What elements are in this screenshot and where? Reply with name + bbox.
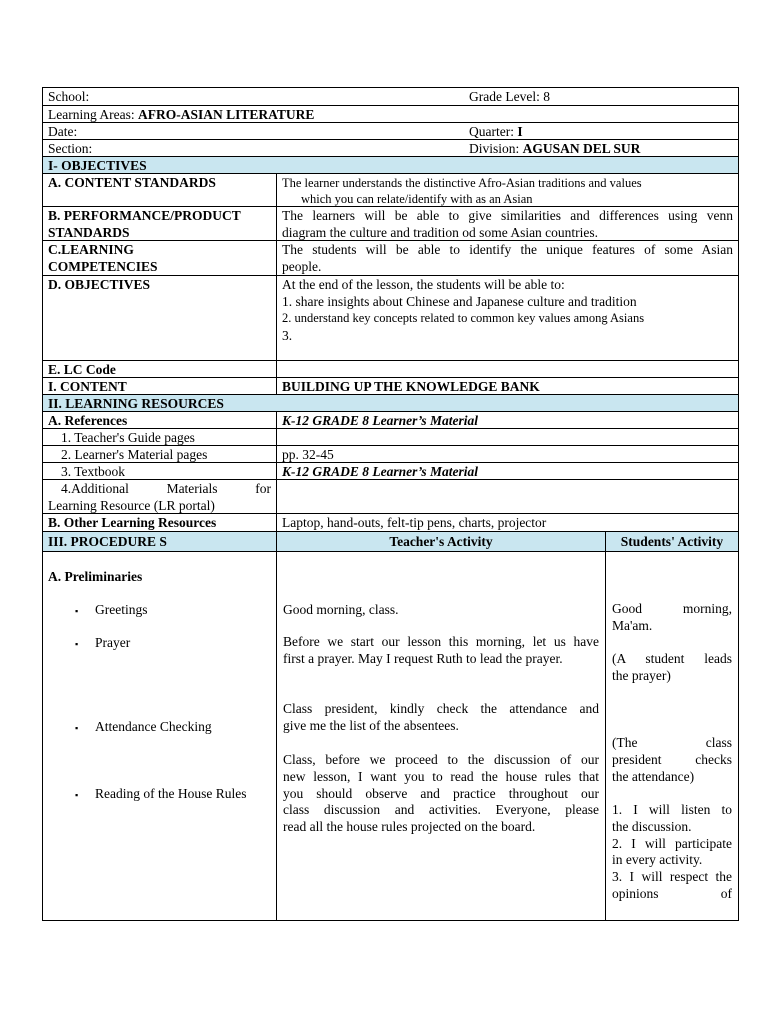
other-resources-value: Laptop, hand-outs, felt-tip pens, charts, projector <box>282 515 547 530</box>
quarter-label: Quarter: <box>469 124 514 139</box>
content-standards-label: A. CONTENT STANDARDS <box>43 174 277 206</box>
objective-item: 3. <box>282 328 293 343</box>
learners-material-label: 2. Learner's Material pages <box>43 446 277 462</box>
lesson-plan-table <box>42 87 739 921</box>
learning-resources-heading: II. LEARNING RESOURCES <box>48 396 224 411</box>
teacher-prayer: Before we start our lesson this morning, let us have first a prayer. May I request Ruth to lead the prayer. <box>283 634 599 666</box>
learning-competencies-row <box>43 241 738 276</box>
objectives-heading: I- OBJECTIVES <box>48 158 147 173</box>
learning-competencies-label: C.LEARNING COMPETENCIES <box>43 241 277 275</box>
preliminaries-label: A. Preliminaries <box>48 569 143 584</box>
students-activity-column <box>606 552 738 920</box>
teachers-guide-row <box>43 429 738 446</box>
school-row <box>43 88 738 106</box>
textbook-row <box>43 463 738 480</box>
student-attendance: (The class president checks the attendance) <box>612 735 732 784</box>
grade-label: Grade Level: <box>469 89 540 104</box>
textbook-label: 3. Textbook <box>43 463 277 479</box>
bullet-icon: ▪ <box>75 723 79 733</box>
objective-item: 2. understand key concepts related to common key values among Asians <box>282 311 645 325</box>
item-greetings: Greetings <box>95 602 148 617</box>
item-house-rules: Reading of the House Rules <box>95 786 247 801</box>
teacher-house-rules: Class, before we proceed to the discussion of our new lesson, I want you to read the house rules that you should observe and practice throughout our class discussion and activities. Everyone, please read all the house rules projected on the board. <box>283 752 599 835</box>
content-standards-text: The learner understands the distinctive Afro-Asian traditions and values which you can relate/identify with as an Asian <box>282 176 642 206</box>
grade-value: 8 <box>543 89 550 104</box>
lc-code-row <box>43 361 738 378</box>
student-house-rules: 1. I will listen to the discussion. 2. I will participate in every activity. 3. I will respect the opinions of <box>612 802 732 901</box>
bullet-icon: ▪ <box>75 790 79 800</box>
teacher-activity-header: Teacher's Activity <box>277 532 606 551</box>
division-value: AGUSAN DEL SUR <box>522 141 641 156</box>
content-label: I. CONTENT <box>43 378 277 394</box>
quarter-value: I <box>517 124 523 139</box>
school-label: School: <box>48 89 90 104</box>
performance-standards-row <box>43 207 738 241</box>
references-label: A. References <box>43 412 277 428</box>
teacher-greeting: Good morning, class. <box>283 602 399 617</box>
performance-standards-label: B. PERFORMANCE/PRODUCT STANDARDS <box>43 207 277 240</box>
teachers-guide-value <box>277 429 738 445</box>
teacher-activity-column <box>277 552 606 920</box>
references-row <box>43 412 738 429</box>
procedures-heading-row <box>43 532 738 552</box>
learners-material-row <box>43 446 738 463</box>
textbook-value: K-12 GRADE 8 Learner’s Material <box>282 464 479 479</box>
objectives-row <box>43 276 738 361</box>
performance-standards-text: The learners will be able to give similarities and differences using venn diagram the culture and tradition od some Asian countries. <box>282 208 733 240</box>
learning-competencies-text: The students will be able to identify the unique features of some Asian people. <box>282 242 733 274</box>
bullet-icon: ▪ <box>75 639 79 649</box>
section-label: Section: <box>48 141 93 156</box>
procedure-steps-column <box>43 552 277 920</box>
item-attendance: Attendance Checking <box>95 719 212 734</box>
student-greeting: Good morning, Ma'am. <box>612 601 732 633</box>
students-activity-header: Students' Activity <box>620 534 724 549</box>
additional-materials-row <box>43 480 738 514</box>
teachers-guide-label: 1. Teacher's Guide pages <box>43 429 277 445</box>
objective-item: 1. share insights about Chinese and Japanese culture and tradition <box>282 294 637 309</box>
references-value: K-12 GRADE 8 Learner’s Material <box>282 413 479 428</box>
division-label: Division: <box>469 141 520 156</box>
objectives-label: D. OBJECTIVES <box>43 276 277 360</box>
additional-materials-label: 4.Additional Materials for Learning Resource (LR portal) <box>43 480 277 513</box>
content-standards-row <box>43 174 738 207</box>
learning-areas-label: Learning Areas: <box>48 107 135 122</box>
date-row <box>43 123 738 140</box>
objectives-intro: At the end of the lesson, the students will be able to: <box>282 277 565 292</box>
content-row <box>43 378 738 395</box>
item-prayer: Prayer <box>95 635 131 650</box>
teacher-attendance: Class president, kindly check the attendance and give me the list of the absentees. <box>283 701 599 733</box>
additional-materials-value <box>277 480 738 513</box>
section-row <box>43 140 738 157</box>
other-resources-label: B. Other Learning Resources <box>43 514 277 531</box>
learning-resources-heading-row <box>43 395 738 412</box>
bullet-icon: ▪ <box>75 606 79 616</box>
learners-material-value: pp. 32-45 <box>282 447 334 462</box>
objectives-list <box>277 276 738 360</box>
lc-code-label: E. LC Code <box>43 361 277 377</box>
date-label: Date: <box>48 124 78 139</box>
procedures-heading: III. PROCEDURE S <box>43 532 277 551</box>
lc-code-value <box>277 361 738 377</box>
other-resources-row <box>43 514 738 532</box>
objectives-heading-row <box>43 157 738 174</box>
student-prayer: (A student leads the prayer) <box>612 651 732 683</box>
content-value: BUILDING UP THE KNOWLEDGE BANK <box>282 379 540 394</box>
learning-areas-value: AFRO-ASIAN LITERATURE <box>137 107 315 122</box>
procedures-body-row <box>43 552 738 920</box>
learning-areas-row <box>43 106 738 123</box>
